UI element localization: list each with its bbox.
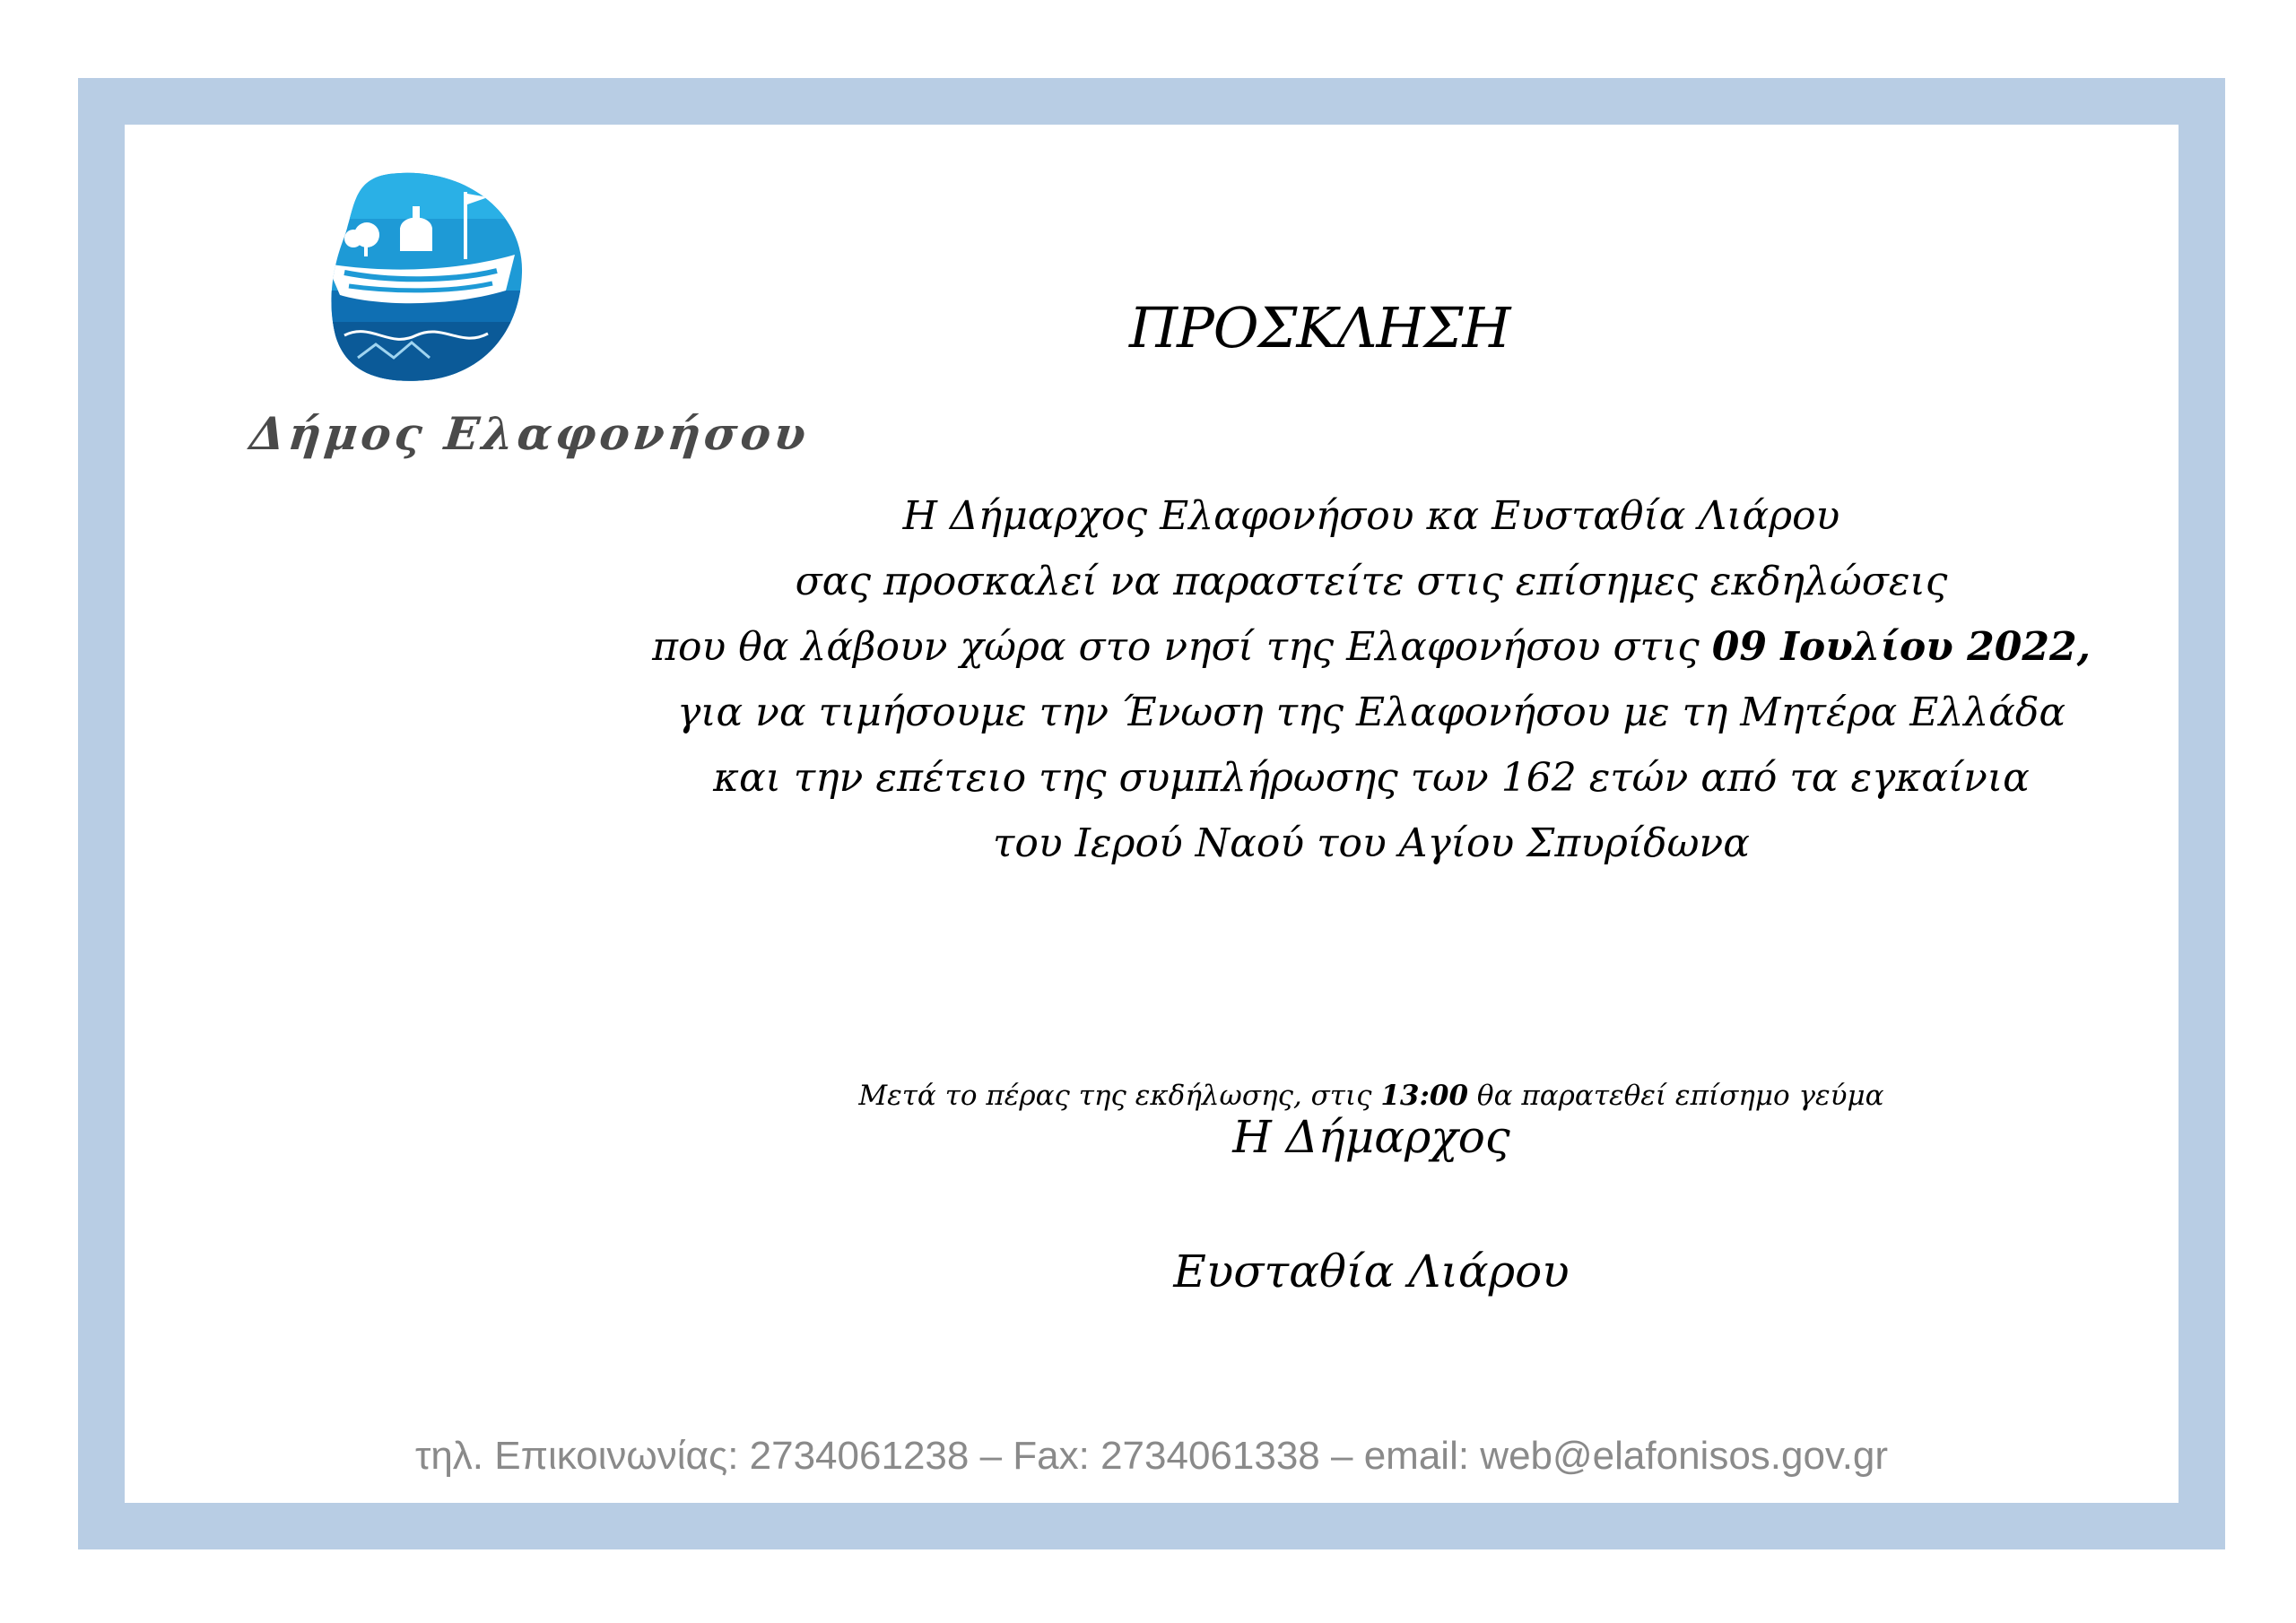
signature-title: Η Δήμαρχος (1232, 1111, 1510, 1163)
invitation-line-6: του Ιερού Ναού του Αγίου Σπυρίδωνα (993, 820, 1750, 866)
invitation-line-4: για να τιμήσουμε την Ένωση της Ελαφονήσου με τη Μητέρα Ελλάδα (676, 690, 2066, 735)
invitation-line-3 (582, 614, 2161, 680)
invitation-line-1: Η Δήμαρχος Ελαφονήσου κα Ευσταθία Λιάρου (902, 493, 1840, 539)
contact-footer: τηλ. Επικοινωνίας: 2734061238 – Fax: 2734061338 – email: web@elafonisos.gov.gr (414, 1434, 1889, 1478)
meal-notice-after: θα παρατεθεί επίσημο γεύμα (1468, 1080, 1884, 1112)
invitation-line-3-text: που θα λάβουν χώρα στο νησί της Ελαφονήσου στις (652, 624, 1712, 670)
municipality-logo (165, 156, 813, 479)
event-date: 09 Ιουλίου 2022, (1711, 624, 2091, 670)
meal-time: 13:00 (1380, 1080, 1469, 1112)
page-border-frame (78, 78, 2225, 1549)
signature-name: Ευσταθία Λιάρου (1173, 1245, 1570, 1298)
invitation-body (582, 483, 2161, 876)
invitation-line-2: σας προσκαλεί να παραστείτε στις επίσημες εκδηλώσεις (795, 559, 1948, 604)
invitation-title: ΠΡΟΣΚΛΗΣΗ (1129, 295, 1510, 360)
island-church-boat-logo-icon (165, 156, 739, 389)
invitation-card (125, 125, 2179, 1503)
invitation-line-5: και την επέτειο της συμπλήρωσης των 162 ετών από τα εγκαίνια (713, 755, 2030, 801)
meal-notice (582, 1080, 2161, 1112)
meal-notice-before: Μετά το πέρας της εκδήλωσης, στις (858, 1080, 1381, 1112)
logo-municipality-name: Δήμος Ελαφονήσου (247, 407, 813, 460)
